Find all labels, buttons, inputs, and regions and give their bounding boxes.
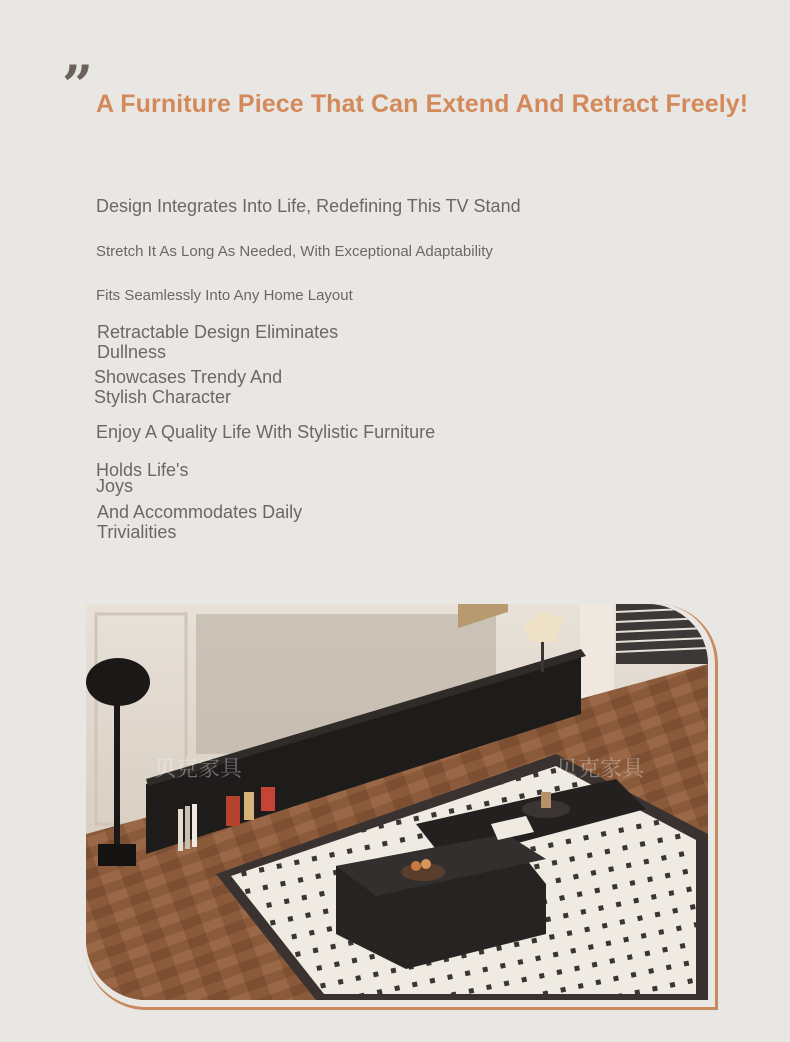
feature-line-1: Design Integrates Into Life, Redefining This TV Stand bbox=[96, 196, 521, 216]
feature-line-2: Stretch It As Long As Needed, With Exceptional Adaptability bbox=[96, 243, 493, 260]
living-room-photo bbox=[86, 604, 708, 1000]
feature-line-5 bbox=[94, 367, 282, 407]
feature-line-8b: Trivialities bbox=[97, 522, 177, 542]
watermark-left: 贝克家具 bbox=[154, 757, 243, 782]
feature-line-4a: Retractable Design Eliminates bbox=[97, 322, 339, 342]
watermark-right: 贝克家具 bbox=[556, 757, 645, 782]
feature-line-8a: And Accommodates Daily bbox=[97, 502, 303, 522]
living-room-illustration bbox=[86, 604, 708, 1000]
feature-line-4b: Dullness bbox=[97, 342, 167, 362]
feature-line-3: Fits Seamlessly Into Any Home Layout bbox=[96, 287, 353, 304]
quote-mark-icon: ” bbox=[62, 53, 90, 117]
headline: A Furniture Piece That Can Extend And Retract Freely! bbox=[96, 90, 749, 118]
feature-line-8 bbox=[97, 502, 302, 542]
feature-line-5a: Showcases Trendy And bbox=[94, 367, 283, 387]
feature-line-7 bbox=[96, 462, 188, 494]
feature-line-6: Enjoy A Quality Life With Stylistic Furniture bbox=[96, 422, 436, 442]
feature-line-4 bbox=[97, 322, 338, 362]
feature-line-7a: Holds Life's bbox=[96, 460, 189, 480]
feature-line-7b: Joys bbox=[96, 476, 134, 496]
feature-line-5b: Stylish Character bbox=[94, 387, 232, 407]
